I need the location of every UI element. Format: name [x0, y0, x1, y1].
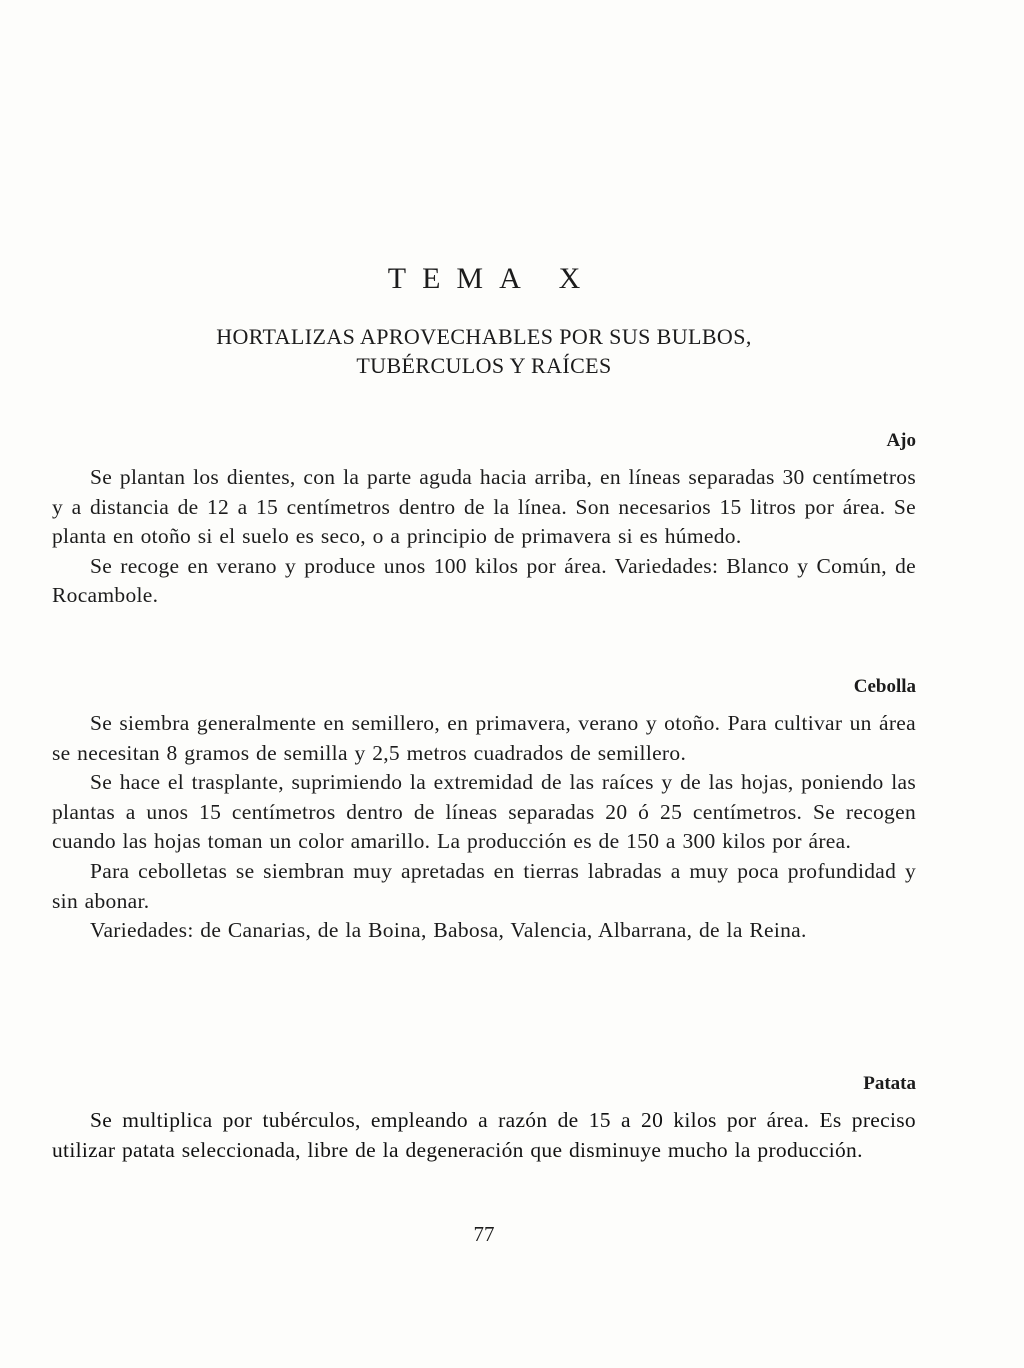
chapter-title-line: HORTALIZAS APROVECHABLES POR SUS BULBOS, — [216, 324, 752, 349]
chapter-title — [52, 322, 916, 380]
section-heading: Ajo — [886, 430, 916, 451]
paragraph: Variedades: de Canarias, de la Boina, Babosa, Valencia, Albarrana, de la Reina. — [90, 918, 807, 943]
chapter-label: TEMA X — [387, 262, 597, 295]
paragraph: Se recoge en verano y produce unos 100 kilos por área. Variedades: Blanco y Común, de Rocambole. — [52, 553, 916, 608]
section-cebolla — [52, 674, 916, 946]
section-heading: Cebolla — [853, 676, 916, 697]
section-ajo — [52, 428, 916, 611]
paragraph: Para cebolletas se siembran muy apretadas en tierras labradas a muy poca profundidad y sin abonar. — [52, 858, 916, 913]
paragraph: Se plantan los dientes, con la parte aguda hacia arriba, en líneas separadas 30 centímetros y a distancia de 12 a 15 centímetros dentro de la línea. Son necesarios 15 litros por área. Se planta en otoño si el suelo es seco, o a principio de primavera si es húmedo. — [52, 465, 916, 549]
paragraph: Se multiplica por tubérculos, empleando a razón de 15 a 20 kilos por área. Es preciso utilizar patata seleccionada, libre de la degeneración que disminuye mucho la producción. — [52, 1108, 916, 1162]
section-heading: Patata — [863, 1073, 916, 1094]
section-patata — [52, 1071, 916, 1165]
paragraph: Se hace el trasplante, suprimiendo la extremidad de las raíces y de las hojas, poniendo las plantas a unos 15 centímetros dentro de líneas separadas 20 ó 25 centímetros. Se recogen cuando las hojas toman un color amarillo. La producción es de 150 a 300 kilos por área. — [52, 770, 916, 854]
book-page — [52, 0, 916, 1368]
page-number: 77 — [473, 1222, 495, 1246]
chapter-title-line: TUBÉRCULOS Y RAÍCES — [356, 353, 612, 378]
paragraph: Se siembra generalmente en semillero, en primavera, verano y otoño. Para cultivar un área se necesitan 8 gramos de semilla y 2,5 metros cuadrados de semillero. — [52, 711, 916, 765]
